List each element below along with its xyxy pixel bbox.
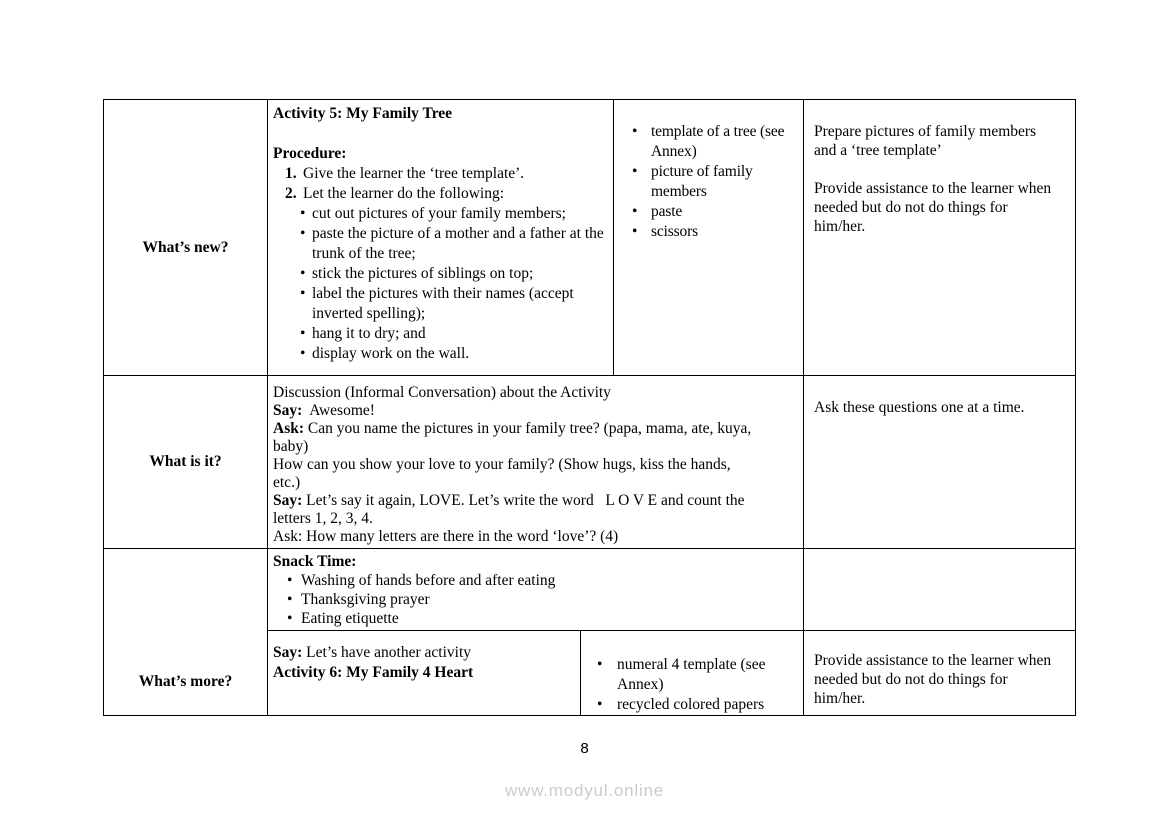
table-row-what-is-it [104, 376, 1076, 549]
list-item [273, 264, 605, 284]
note-paragraph: Ask these questions one at a time. [814, 399, 1025, 416]
snack-time-title: Snack Time: [273, 553, 357, 570]
step-number: 2. [285, 185, 297, 202]
page-number: 8 [580, 740, 589, 757]
list-item [273, 324, 605, 344]
discussion-line: Discussion (Informal Conversation) about the Activity [273, 384, 611, 401]
bullet-icon: • [597, 656, 603, 673]
activity5-cell [268, 100, 614, 376]
list-item-text: Thanksgiving prayer [301, 591, 430, 608]
list-item [273, 344, 605, 364]
material-text: numeral 4 template (see Annex) [617, 656, 766, 693]
discussion-line: letters 1, 2, 3, 4. [273, 510, 373, 527]
bullet-icon: • [300, 285, 306, 302]
teacher-notes-cell [804, 100, 1076, 376]
discussion-cell [268, 376, 804, 549]
list-item-text: Washing of hands before and after eating [301, 572, 556, 589]
activity6-title: Activity 6: My Family 4 Heart [273, 664, 474, 681]
bullet-icon: • [300, 265, 306, 282]
table-row-whats-more [104, 549, 1076, 716]
procedure-step [273, 164, 605, 184]
list-item-text: cut out pictures of your family members; [312, 205, 566, 222]
discussion-line: Say: Awesome! [273, 402, 375, 419]
list-item [273, 284, 605, 324]
materials-cell [581, 631, 804, 716]
list-item [273, 609, 795, 628]
list-item-text: Eating etiquette [301, 610, 399, 627]
discussion-line: etc.) [273, 474, 301, 491]
list-item-text: hang it to dry; and [312, 325, 426, 342]
bullet-icon: • [632, 163, 638, 180]
bullet-icon: • [287, 591, 293, 608]
snack-time-cell [268, 549, 804, 631]
row-header-whats-new [104, 100, 268, 376]
row-header-label: What’s more? [138, 673, 233, 690]
note-paragraph: Provide assistance to the learner when needed but do not do things for him/her. [814, 652, 1056, 707]
bullet-icon: • [300, 205, 306, 222]
blank-line [273, 124, 605, 144]
note-paragraph: Prepare pictures of family members and a ‘tree template’ [814, 123, 1040, 159]
row-header-label: What is it? [149, 453, 222, 470]
list-item [273, 590, 795, 609]
list-item [614, 162, 801, 202]
bullet-icon: • [632, 123, 638, 140]
step-number: 1. [285, 165, 297, 182]
activity6-subrow [268, 631, 1076, 716]
list-item-text: label the pictures with their names (accept inverted spelling); [312, 285, 574, 322]
material-text: recycled colored papers [617, 696, 765, 713]
discussion-line: How can you show your love to your family? (Show hugs, kiss the hands, [273, 456, 731, 473]
row-header-whats-more [104, 549, 268, 716]
list-item [614, 202, 801, 222]
bullet-icon: • [300, 345, 306, 362]
bullet-icon: • [597, 696, 603, 713]
activity6-cell [268, 631, 581, 716]
table-row-whats-new [104, 100, 1076, 376]
step-text: Let the learner do the following: [303, 185, 505, 202]
snack-time-subrow [268, 549, 1076, 631]
row-header-what-is-it [104, 376, 268, 549]
list-item-text: display work on the wall. [312, 345, 470, 362]
watermark-text: www.modyul.online [504, 781, 665, 800]
material-text: paste [651, 203, 683, 220]
list-item [614, 222, 801, 242]
lesson-plan-table [103, 99, 1076, 716]
bullet-icon: • [287, 572, 293, 589]
material-text: template of a tree (see Annex) [651, 123, 785, 160]
list-item [273, 204, 605, 224]
bullet-icon: • [287, 610, 293, 627]
list-item [614, 122, 801, 162]
teacher-notes-cell [804, 376, 1076, 549]
discussion-line: baby) [273, 438, 309, 455]
list-item [273, 571, 795, 590]
activity5-title: Activity 5: My Family Tree [273, 105, 453, 122]
materials-cell [614, 100, 804, 376]
procedure-label: Procedure: [273, 145, 347, 162]
list-item [581, 655, 799, 695]
discussion-line: Say: Let’s say it again, LOVE. Let’s write the word L O V E and count the [273, 492, 745, 509]
discussion-line: Ask: How many letters are there in the word ‘love’? (4) [273, 528, 619, 545]
list-item-text: paste the picture of a mother and a father at the trunk of the tree; [312, 225, 604, 262]
note-paragraph: Provide assistance to the learner when needed but do not do things for him/her. [814, 180, 1056, 235]
step-text: Give the learner the ‘tree template’. [303, 165, 525, 182]
say-line: Say: Let’s have another activity [273, 644, 472, 661]
bullet-icon: • [632, 203, 638, 220]
list-item [581, 695, 799, 715]
teacher-notes-cell [804, 631, 1076, 716]
empty-cell [804, 549, 1076, 631]
material-text: scissors [651, 223, 699, 240]
whats-more-subrows [268, 549, 1076, 716]
procedure-step [273, 184, 605, 204]
material-text: picture of family members [651, 163, 753, 200]
bullet-icon: • [632, 223, 638, 240]
discussion-line: Ask: Can you name the pictures in your family tree? (papa, mama, ate, kuya, [273, 420, 752, 437]
row-header-label: What’s new? [142, 238, 229, 256]
list-item [273, 224, 605, 264]
bullet-icon: • [300, 225, 306, 242]
list-item-text: stick the pictures of siblings on top; [312, 265, 534, 282]
bullet-icon: • [300, 325, 306, 342]
